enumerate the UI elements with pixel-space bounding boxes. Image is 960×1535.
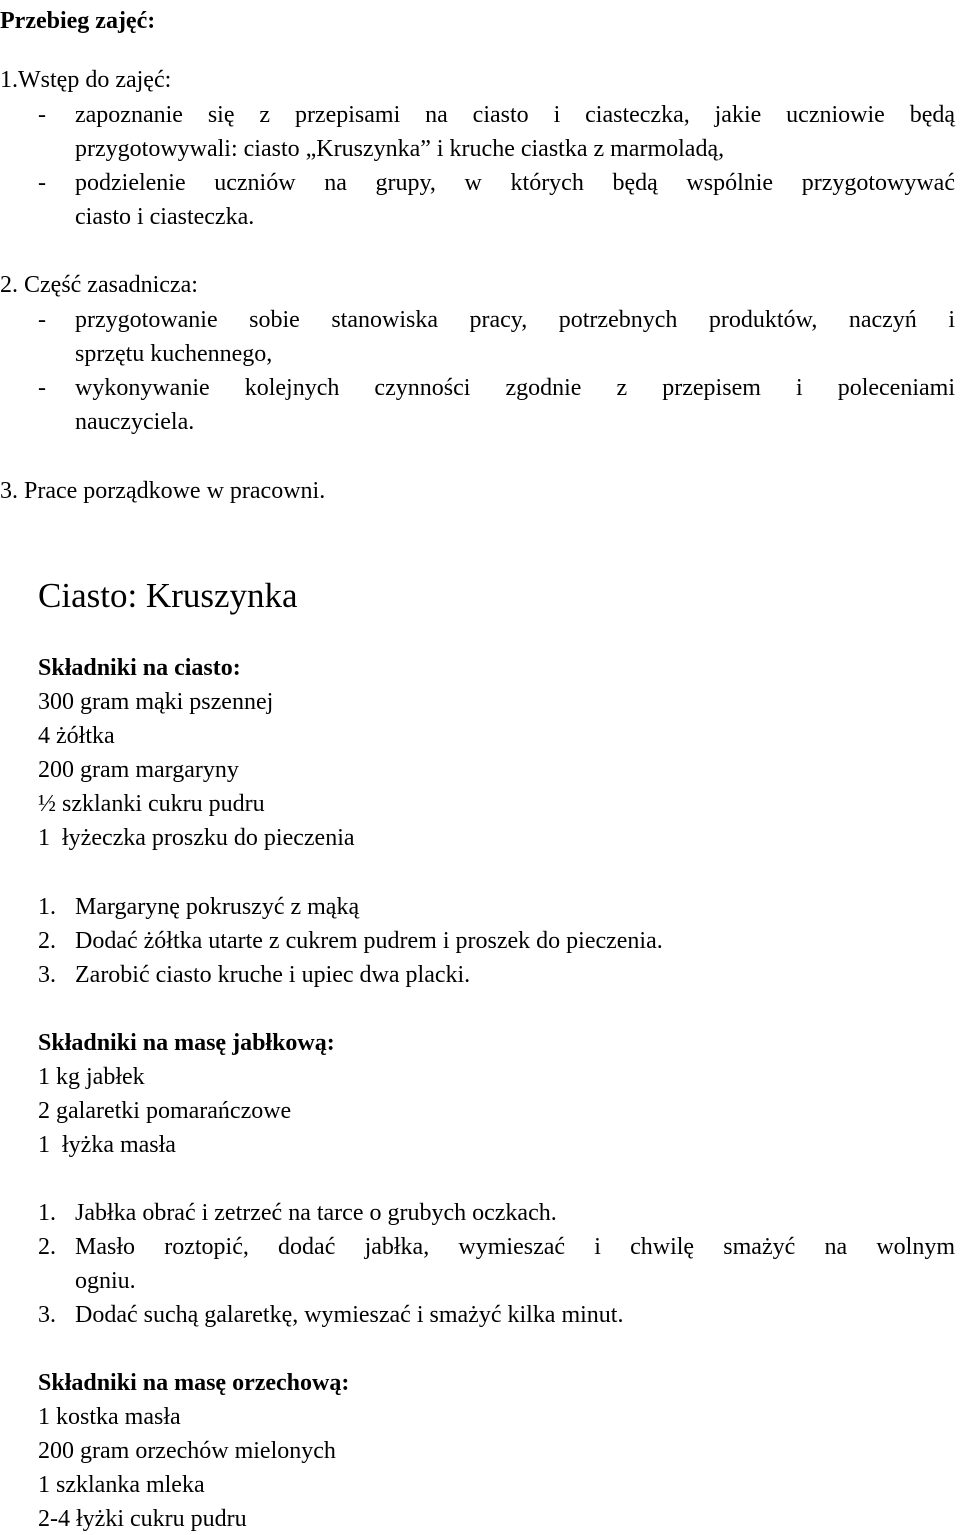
step-text: Dodać suchą galaretkę, wymieszać i smażyć kilka minut. <box>75 1302 624 1328</box>
ingredient-item: 1 łyżeczka proszku do pieczenia <box>38 825 355 851</box>
list-dash: - <box>38 102 46 128</box>
page-title: Przebieg zajęć: <box>0 8 156 34</box>
list-dash: - <box>38 170 46 196</box>
step-number: 1. <box>38 894 56 920</box>
step-text: Margarynę pokruszyć z mąką <box>75 894 360 920</box>
step-text: ogniu. <box>75 1268 136 1294</box>
list-item-text: przygotowywali: ciasto „Kruszynka” i kruche ciastka z marmoladą, <box>75 136 725 162</box>
step-text: Dodać żółtka utarte z cukrem pudrem i proszek do pieczenia. <box>75 928 663 954</box>
ingredient-item: 200 gram margaryny <box>38 757 239 783</box>
step-number: 3. <box>38 1302 56 1328</box>
ingredients-heading: Składniki na masę orzechową: <box>38 1370 350 1396</box>
list-item-text: ciasto i ciasteczka. <box>75 204 255 230</box>
ingredient-item: 1 łyżka masła <box>38 1132 176 1158</box>
step-number: 1. <box>38 1200 56 1226</box>
ingredient-item: 200 gram orzechów mielonych <box>38 1438 336 1464</box>
ingredient-item: 1 kostka masła <box>38 1404 181 1430</box>
list-item-text: podzielenie uczniów na grupy, w których będą wspólnie przygotowywać <box>75 170 955 196</box>
list-item-text: przygotowanie sobie stanowiska pracy, potrzebnych produktów, naczyń i <box>75 307 955 333</box>
section-heading: 1.Wstęp do zajęć: <box>0 67 172 93</box>
step-text: Masło roztopić, dodać jabłka, wymieszać i chwilę smażyć na wolnym <box>75 1234 955 1260</box>
ingredient-item: 4 żółtka <box>38 723 115 749</box>
list-dash: - <box>38 375 46 401</box>
ingredient-item: 300 gram mąki pszennej <box>38 689 274 715</box>
ingredient-item: 1 szklanka mleka <box>38 1472 205 1498</box>
ingredient-item: 2 galaretki pomarańczowe <box>38 1098 292 1124</box>
step-number: 3. <box>38 962 56 988</box>
recipe-title: Ciasto: Kruszynka <box>38 576 298 615</box>
ingredients-heading: Składniki na masę jabłkową: <box>38 1030 335 1056</box>
ingredient-item: ½ szklanki cukru pudru <box>38 791 265 817</box>
ingredient-item: 2-4 łyżki cukru pudru <box>38 1506 247 1532</box>
list-item-text: zapoznanie się z przepisami na ciasto i ciasteczka, jakie uczniowie będą <box>75 102 955 128</box>
list-item-text: sprzętu kuchennego, <box>75 341 273 367</box>
step-number: 2. <box>38 928 56 954</box>
step-number: 2. <box>38 1234 56 1260</box>
step-text: Jabłka obrać i zetrzeć na tarce o grubych oczkach. <box>75 1200 557 1226</box>
step-text: Zarobić ciasto kruche i upiec dwa placki. <box>75 962 471 988</box>
section-heading: 2. Część zasadnicza: <box>0 272 198 298</box>
list-dash: - <box>38 307 46 333</box>
ingredient-item: 1 kg jabłek <box>38 1064 145 1090</box>
ingredients-heading: Składniki na ciasto: <box>38 655 241 681</box>
section-heading: 3. Prace porządkowe w pracowni. <box>0 478 326 504</box>
list-item-text: nauczyciela. <box>75 409 195 435</box>
list-item-text: wykonywanie kolejnych czynności zgodnie z przepisem i poleceniami <box>75 375 955 401</box>
